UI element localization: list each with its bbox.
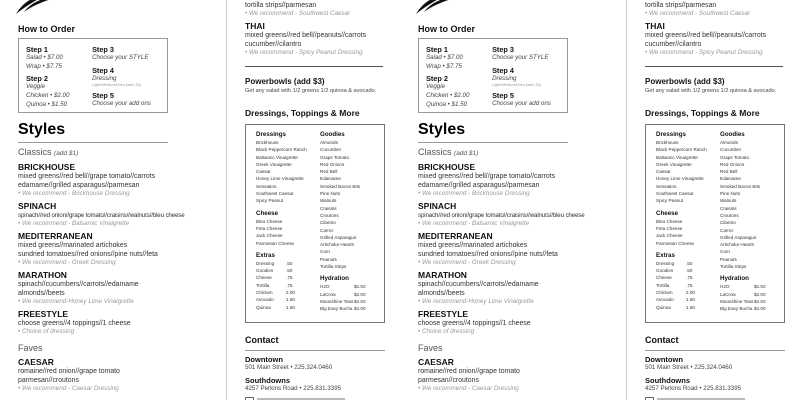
price-row xyxy=(656,267,720,274)
price-value: .75 xyxy=(686,275,693,281)
menu-option: Edamame xyxy=(320,176,341,182)
cheese-heading: Cheese xyxy=(656,209,679,217)
menu-option: Artichoke Hearts xyxy=(720,242,754,248)
price-row xyxy=(320,291,384,298)
salad-ingredients: spinach//red onion//grape tomato//craisins//walnuts//bleu cheese xyxy=(418,212,585,219)
salad-name: BRICKHOUSE xyxy=(418,162,476,172)
salad-recommendation: • We recommend - Brickhouse Dressing xyxy=(18,190,130,197)
price-label: Big Easy Bucha xyxy=(320,306,353,312)
price-row xyxy=(256,274,320,281)
price-label: Chicken xyxy=(256,290,273,296)
menu-option: Honey Lime Vinaigrette xyxy=(256,176,304,182)
salad-recommendation: • Choice of dressing xyxy=(418,328,475,335)
step-text: Chicken • $2.00 xyxy=(26,92,70,100)
step-text: Salad • $7.00 xyxy=(26,54,63,61)
classics-heading xyxy=(418,147,568,159)
goodies-heading: Goodies xyxy=(320,131,345,138)
price-row xyxy=(656,282,720,289)
menu-option: Bleu Cheese xyxy=(256,218,283,224)
menu-option: Southwest Caesar xyxy=(256,191,294,197)
hydration-heading: Hydration xyxy=(320,275,349,283)
salad-ingredients: mixed greens//red bell//grape tomato//carrots xyxy=(18,173,156,180)
price-row xyxy=(320,298,384,305)
step-text: Veggie xyxy=(26,83,46,91)
menu-option: Red Onions xyxy=(320,161,345,167)
price-value: 1.50 xyxy=(286,304,295,310)
price-value: $2.50 xyxy=(754,298,766,304)
price-label: Moonshine Teas xyxy=(720,298,754,304)
salad-name: MEDITERRANEAN xyxy=(18,231,93,241)
step-text: Dressing xyxy=(492,74,517,82)
price-row xyxy=(720,298,784,305)
price-value: .50 xyxy=(286,268,293,274)
price-row xyxy=(656,260,720,267)
salad-ingredients: mixed greens//marinated artichokes xyxy=(18,242,128,249)
step-4-label: Step 4 xyxy=(492,65,514,75)
step-note: Light/Medium/Extra (add .50) xyxy=(92,83,142,88)
menu-option: Black Peppercorn Ranch xyxy=(656,147,707,153)
salad-recommendation: • We recommend - Greek Dressing xyxy=(18,259,116,266)
salad-recommendation: • We recommend - Southwest Caesar xyxy=(645,10,751,17)
step-1-label: Step 1 xyxy=(426,45,448,54)
divider xyxy=(418,142,568,143)
salad-ingredients: romaine//red onion//grape tomato xyxy=(418,368,520,375)
salad-name: SPINACH xyxy=(18,201,57,211)
price-value: 1.50 xyxy=(286,297,295,303)
column-divider xyxy=(226,0,227,400)
price-value: .75 xyxy=(286,275,293,281)
price-label: Quinoa xyxy=(256,304,271,310)
price-value: .75 xyxy=(686,282,693,288)
salad-name: CAESAR xyxy=(18,357,54,367)
menu-option: Red Bell xyxy=(720,169,738,175)
menu-option: Smoked Bacon Bits xyxy=(320,183,361,189)
price-value: $2.50 xyxy=(354,284,366,290)
salad-name: BRICKHOUSE xyxy=(18,162,76,172)
price-value: 1.50 xyxy=(686,304,695,310)
salad-ingredients: cucumber//cilantro xyxy=(245,41,302,48)
left-column xyxy=(18,24,185,393)
right-column xyxy=(645,1,785,400)
classics-label: Classics xyxy=(418,147,452,157)
price-value: 1.50 xyxy=(686,297,695,303)
salad-name: THAI xyxy=(245,21,265,31)
salad-recommendation: • We recommend - Caesar Dressing xyxy=(18,385,119,392)
menu-option: Parmesan Cheese xyxy=(256,240,295,246)
price-value: $2.00 xyxy=(354,291,366,297)
contact-heading: Contact xyxy=(245,335,279,345)
step-text: Dressing xyxy=(92,74,117,82)
salad-name: MARATHON xyxy=(418,270,467,280)
divider xyxy=(18,142,168,143)
price-label: Moonshine Teas xyxy=(320,298,354,304)
salad-recommendation: • We recommend-Honey Lime Vinaigrette xyxy=(418,298,534,305)
menu-option: Cucumber xyxy=(720,147,742,153)
social-icon[interactable] xyxy=(245,397,254,400)
price-label: Quinoa xyxy=(656,304,671,310)
menu-option: Tortilla Strips xyxy=(320,264,347,270)
salad-ingredients: mixed greens//marinated artichokes xyxy=(418,242,528,249)
salad-ingredients: choose greens//4 toppings//1 cheese xyxy=(418,320,531,327)
menu-option: Bleu Cheese xyxy=(656,218,683,224)
menu-option: Pine Nuts xyxy=(720,191,740,197)
menu-option: Carrot xyxy=(320,227,333,233)
how-to-order-heading: How to Order xyxy=(18,24,76,34)
menu-option: Red Onions xyxy=(720,161,745,167)
order-steps-box xyxy=(418,38,568,113)
menu-option: Spicy Peanut xyxy=(656,198,684,204)
step-text: Salad • $7.00 xyxy=(426,54,463,61)
price-label: Dressing xyxy=(256,260,275,266)
step-text: Quinoa • $1.50 xyxy=(26,100,68,108)
step-text: Choose your add ons xyxy=(92,100,151,108)
menu-option: Cucumber xyxy=(320,147,342,153)
salad-ingredients: spinach//cucumbers//carrots//edamame xyxy=(18,281,139,288)
menu-option: Balsamic Vinaigrette xyxy=(656,154,698,160)
salad-name: SPINACH xyxy=(418,201,457,211)
classics-note: (add $1) xyxy=(54,150,79,157)
social-links[interactable] xyxy=(245,396,345,400)
salad-ingredients: mixed greens//red bell//grape tomato//carrots xyxy=(418,173,556,180)
menu-option: Greek Vinaigrette xyxy=(656,161,692,167)
salad-recommendation: • Choice of dressing xyxy=(18,328,75,335)
salad-recommendation: • We recommend - Caesar Dressing xyxy=(418,385,519,392)
salad-recommendation: • We recommend - Brickhouse Dressing xyxy=(418,190,530,197)
step-text: Choose your STYLE xyxy=(92,54,149,61)
price-row xyxy=(256,289,320,296)
menu-option: Greek Vinaigrette xyxy=(256,161,292,167)
menu-option: Brickhouse xyxy=(256,140,279,145)
price-label: Dressing xyxy=(656,260,675,266)
salad-recommendation: • We recommend - Balsamic Vinaigrette xyxy=(18,220,130,227)
divider xyxy=(245,350,385,351)
dressings-toppings-box xyxy=(245,124,385,323)
salad-ingredients: sundried tomatoes//red onions//pine nuts//feta xyxy=(418,251,558,258)
salad-ingredients: spinach//cucumbers//carrots//edamame xyxy=(418,281,539,288)
dressings-heading: Dressings xyxy=(656,131,686,138)
salad-ingredients: mixed greens//red bell//peanuts//carrots xyxy=(645,32,767,39)
location-name: Southdowns xyxy=(645,376,690,385)
styles-heading: Styles xyxy=(18,121,66,138)
powerbowls-heading: Powerbowls (add $3) xyxy=(645,77,725,86)
price-row xyxy=(656,289,720,296)
menu-option: Corn xyxy=(320,249,330,255)
salad-ingredients: spinach//red onion//grape tomato//craisins//walnuts//bleu cheese xyxy=(18,212,185,219)
salad-recommendation: • We recommend - Balsamic Vinaigrette xyxy=(418,220,530,227)
salad-ingredients: tortilla strips//parmesan xyxy=(245,2,317,9)
how-to-order-heading: How to Order xyxy=(418,24,476,34)
salad-name: CAESAR xyxy=(418,357,454,367)
step-5-label: Step 5 xyxy=(492,91,514,101)
menu-option: Caesar xyxy=(256,169,271,175)
leaf-logo-icon xyxy=(414,0,454,16)
menu-option: Croutons xyxy=(320,212,339,218)
price-label: Tortilla xyxy=(656,282,670,288)
divider xyxy=(245,66,383,67)
menu-option: Feta Cheese xyxy=(256,225,283,231)
extras-heading: Extras xyxy=(256,251,275,259)
menu-option: Red Bell xyxy=(320,169,338,175)
price-row xyxy=(256,304,320,311)
salad-ingredients: tortilla strips//parmesan xyxy=(645,2,717,9)
menu-option: Balsamic Vinaigrette xyxy=(256,154,298,160)
menu-option: Edamame xyxy=(720,176,741,182)
salad-ingredients: almonds//beets xyxy=(418,290,465,297)
menu-option: Grape Tomato xyxy=(320,154,350,160)
price-row xyxy=(256,296,320,303)
left-column xyxy=(418,24,585,393)
salad-name: MEDITERRANEAN xyxy=(418,231,493,241)
powerbowls-heading: Powerbowls (add $3) xyxy=(245,77,325,86)
classics-list xyxy=(18,162,185,336)
styles-heading: Styles xyxy=(418,121,466,138)
price-label: H2O xyxy=(320,284,330,290)
menu-option: Jack Cheese xyxy=(256,233,283,239)
dressings-toppings-heading: Dressings, Toppings & More xyxy=(645,108,760,118)
right-column xyxy=(245,1,385,400)
menu-option: Tortilla Strips xyxy=(720,264,747,270)
dressings-heading: Dressings xyxy=(256,131,286,138)
menu-option: Walnuts xyxy=(320,198,337,204)
powerbowls-note: Get any salad with 1/2 greens 1/2 quinoa & avocado. xyxy=(245,88,377,94)
price-label: LaCroix xyxy=(320,291,336,297)
salad-ingredients: romaine//red onion//grape tomato xyxy=(18,368,120,375)
salad-recommendation: • We recommend - Spicy Peanut Dressing xyxy=(645,49,763,56)
price-row xyxy=(256,282,320,289)
faves-heading: Faves xyxy=(418,343,443,353)
price-row xyxy=(656,296,720,303)
location-address: 4257 Perkins Road • 225.831.3395 xyxy=(245,385,342,392)
step-text: Veggie xyxy=(426,83,446,91)
price-label: Avocado xyxy=(256,297,274,303)
price-value: .75 xyxy=(286,282,293,288)
price-label: Big Easy Bucha xyxy=(720,306,753,312)
salad-ingredients: sundried tomatoes//red onions//pine nuts//feta xyxy=(18,251,158,258)
classics-heading xyxy=(18,147,168,159)
price-value: $2.50 xyxy=(754,284,766,290)
step-5-label: Step 5 xyxy=(92,91,114,101)
price-value: 2.00 xyxy=(286,290,295,296)
location-name: Downtown xyxy=(245,355,283,364)
menu-option: Parmesan Cheese xyxy=(656,240,695,246)
salad-name: THAI xyxy=(645,21,665,31)
menu-option: Cilantro xyxy=(720,220,736,226)
price-label: LaCroix xyxy=(720,291,736,297)
step-text: Choose your add ons xyxy=(492,100,551,108)
menu-option: Grilled Asparagus xyxy=(320,234,357,240)
menu-option: Sensation xyxy=(656,183,677,189)
location-name: Downtown xyxy=(645,355,683,364)
salad-ingredients: cucumber//cilantro xyxy=(645,41,702,48)
step-text: Wrap • $7.75 xyxy=(426,62,462,70)
menu-option: Walnuts xyxy=(720,198,737,204)
salad-name: FREESTYLE xyxy=(18,309,69,319)
salad-recommendation: • We recommend - Greek Dressing xyxy=(418,259,516,266)
social-links[interactable] xyxy=(645,396,745,400)
price-label: Goodies xyxy=(656,268,674,274)
salad-ingredients: almonds//beets xyxy=(18,290,65,297)
menu-option: Sensation xyxy=(256,183,277,189)
goodies-heading: Goodies xyxy=(720,131,745,138)
price-value: .50 xyxy=(686,260,693,266)
price-label: Goodies xyxy=(256,268,274,274)
price-row xyxy=(656,274,720,281)
price-row xyxy=(720,291,784,298)
step-2-label: Step 2 xyxy=(26,74,48,84)
step-text: Wrap • $7.75 xyxy=(26,62,62,70)
price-row xyxy=(720,305,784,312)
menu-option: Almonds xyxy=(320,140,338,145)
step-1-label: Step 1 xyxy=(26,45,48,54)
step-4-label: Step 4 xyxy=(92,65,114,75)
column-divider xyxy=(626,0,627,400)
menu-option: Jack Cheese xyxy=(656,233,683,239)
price-value: $2.50 xyxy=(354,298,366,304)
price-row xyxy=(256,260,320,267)
divider xyxy=(645,350,785,351)
salad-name: FREESTYLE xyxy=(418,309,469,319)
price-label: Cheese xyxy=(656,275,672,281)
menu-option: Smoked Bacon Bits xyxy=(720,183,761,189)
cheese-heading: Cheese xyxy=(256,209,279,217)
salad-ingredients: parmesan//croutons xyxy=(418,377,479,384)
price-label: Tortilla xyxy=(256,282,270,288)
menu-option: Caesar xyxy=(656,169,671,175)
menu-option: Grilled Asparagus xyxy=(720,234,757,240)
step-text: Choose your STYLE xyxy=(492,54,549,61)
menu-option: Carrot xyxy=(720,227,733,233)
price-row xyxy=(656,304,720,311)
salad-recommendation: • We recommend-Honey Lime Vinaigrette xyxy=(18,298,134,305)
price-value: $2.00 xyxy=(754,291,766,297)
extras-heading: Extras xyxy=(656,251,675,259)
menu-option: Craisins xyxy=(720,205,737,211)
leaf-logo-icon xyxy=(14,0,54,16)
step-3-label: Step 3 xyxy=(92,45,114,54)
salad-recommendation: • We recommend - Spicy Peanut Dressing xyxy=(245,49,363,56)
social-icon[interactable] xyxy=(645,397,654,400)
menu-option: Craisins xyxy=(320,205,337,211)
menu-option: Pine Nuts xyxy=(320,191,340,197)
dressings-toppings-heading: Dressings, Toppings & More xyxy=(245,108,360,118)
step-note: Light/Medium/Extra (add .50) xyxy=(492,83,542,88)
classics-note: (add $1) xyxy=(454,150,479,157)
price-value: $4.00 xyxy=(354,306,366,312)
menu-option: Feta Cheese xyxy=(656,225,683,231)
menu-option: Black Peppercorn Ranch xyxy=(256,147,307,153)
price-row xyxy=(256,267,320,274)
salad-recommendation: • We recommend - Southwest Caesar xyxy=(245,10,351,17)
salad-ingredients: parmesan//croutons xyxy=(18,377,79,384)
menu-option: Peanuts xyxy=(720,256,737,262)
hydration-heading: Hydration xyxy=(720,275,749,283)
step-text: Quinoa • $1.50 xyxy=(426,100,468,108)
salad-ingredients: edamame//grilled asparagus//parmesan xyxy=(18,182,140,189)
price-row xyxy=(320,305,384,312)
price-label: H2O xyxy=(720,284,730,290)
menu-option: Artichoke Hearts xyxy=(320,242,354,248)
price-label: Avocado xyxy=(656,297,674,303)
location-address: 501 Main Street • 225.324.0460 xyxy=(245,364,333,371)
menu-option: Corn xyxy=(720,249,730,255)
menu-option: Honey Lime Vinaigrette xyxy=(656,176,704,182)
step-3-label: Step 3 xyxy=(492,45,514,54)
menu-option: Southwest Caesar xyxy=(656,191,694,197)
price-label: Cheese xyxy=(256,275,272,281)
location-name: Southdowns xyxy=(245,376,290,385)
salad-ingredients: edamame//grilled asparagus//parmesan xyxy=(418,182,540,189)
step-2-label: Step 2 xyxy=(426,74,448,84)
price-label: Chicken xyxy=(656,290,673,296)
salad-ingredients: mixed greens//red bell//peanuts//carrots xyxy=(245,32,367,39)
menu-option: Cilantro xyxy=(320,220,336,226)
menu-option: Grape Tomato xyxy=(720,154,750,160)
contact-heading: Contact xyxy=(645,335,679,345)
menu-option: Brickhouse xyxy=(656,140,679,145)
classics-label: Classics xyxy=(18,147,52,157)
price-row xyxy=(320,283,384,290)
price-row xyxy=(720,283,784,290)
faves-heading: Faves xyxy=(18,343,43,353)
menu-option: Almonds xyxy=(720,140,738,145)
salad-name: MARATHON xyxy=(18,270,67,280)
price-value: .50 xyxy=(286,260,293,266)
location-address: 501 Main Street • 225.324.0460 xyxy=(645,364,733,371)
price-value: $4.00 xyxy=(754,306,766,312)
step-text: Chicken • $2.00 xyxy=(426,92,470,100)
order-steps-box xyxy=(18,38,168,113)
menu-page xyxy=(400,0,800,400)
salad-ingredients: choose greens//4 toppings//1 cheese xyxy=(18,320,131,327)
powerbowls-note: Get any salad with 1/2 greens 1/2 quinoa & avocado. xyxy=(645,88,777,94)
price-value: .50 xyxy=(686,268,693,274)
location-address: 4257 Perkins Road • 225.831.3395 xyxy=(645,385,742,392)
price-value: 2.00 xyxy=(686,290,695,296)
divider xyxy=(645,66,783,67)
menu-option: Spicy Peanut xyxy=(256,198,284,204)
menu-option: Croutons xyxy=(720,212,739,218)
menu-option: Peanuts xyxy=(320,256,337,262)
classics-list xyxy=(418,162,585,336)
dressings-toppings-box xyxy=(645,124,785,323)
